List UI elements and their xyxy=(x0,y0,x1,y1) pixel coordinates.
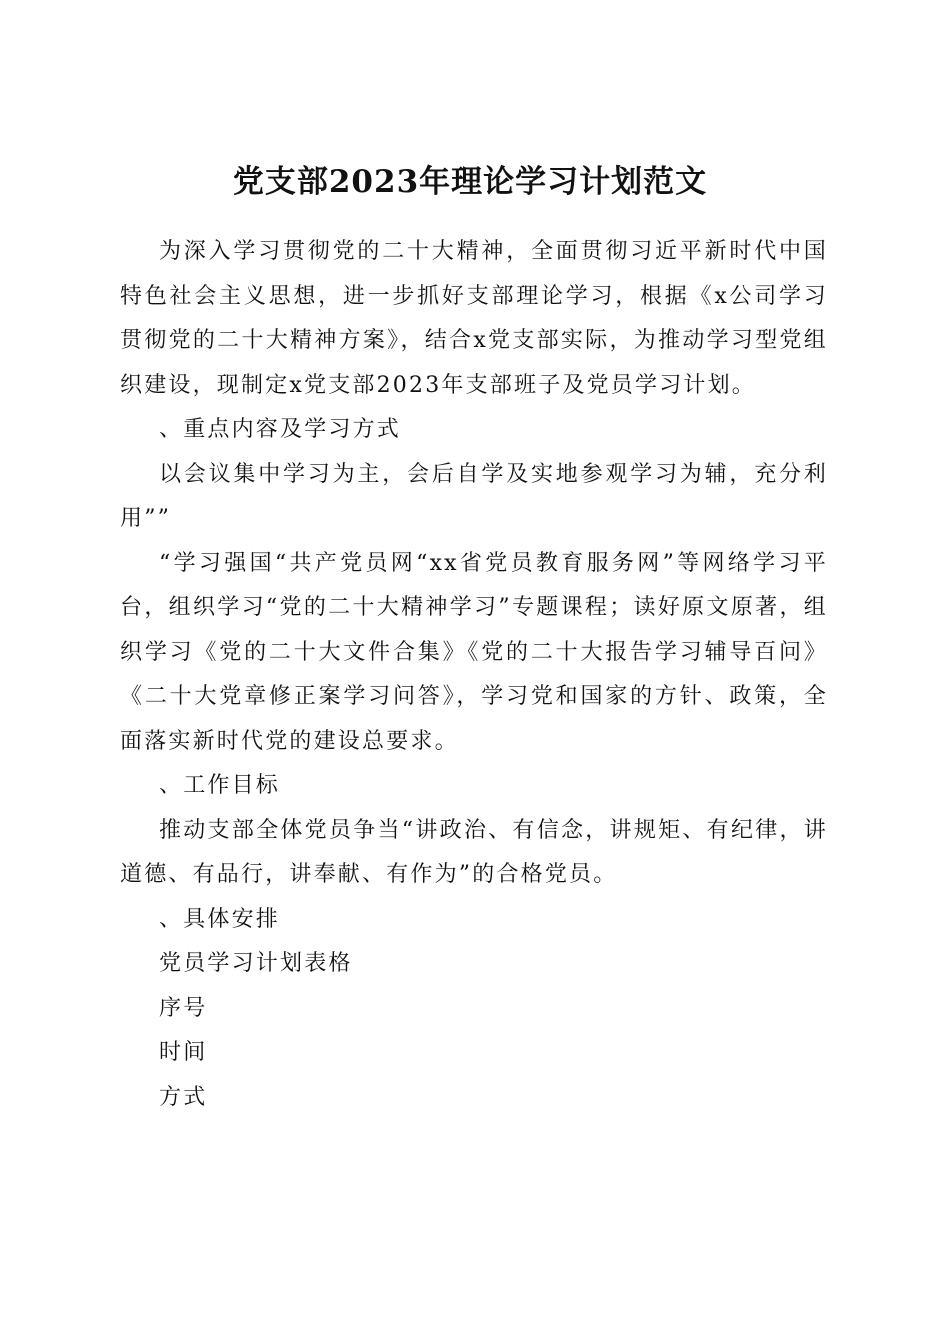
study-method-paragraph: 以会议集中学习为主，会后自学及实地参观学习为辅，充分利用”” xyxy=(120,461,828,531)
table-header-method: 方式 xyxy=(159,1084,208,1110)
section-heading-arrangement: 、具体安排 xyxy=(159,906,281,932)
section-heading-goals: 、工作目标 xyxy=(159,773,281,798)
section-heading-key-content: 、重点内容及学习方式 xyxy=(159,417,402,442)
table-header-time: 时间 xyxy=(159,1040,208,1065)
goals-paragraph: 推动支部全体党员争当“讲政治、有信念，讲规矩、有纪律，讲道德、有品行，讲奉献、有作为”的合格党员。 xyxy=(120,817,828,887)
intro-paragraph: 为深入学习贯彻党的二十大精神，全面贯彻习近平新时代中国特色社会主义思想，进一步抓好支部理论学习，根据《x公司学习贯彻党的二十大精神方案》，结合x党支部实际，为推动学习型党组织建设，现制定x党支部2023年支部班子及党员学习计划。 xyxy=(120,239,828,398)
study-platform-paragraph: “学习强国“共产党员网“xx省党员教育服务网”等网络学习平台，组织学习“党的二十大精神学习”专题课程；读好原文原著，组织学习《党的二十大文件合集》《党的二十大报告学习辅导百问》《二十大党章修正案学习问答》，学习党和国家的方针、政策，全面落实新时代党的建设总要求。 xyxy=(120,550,828,754)
table-caption: 党员学习计划表格 xyxy=(159,951,353,976)
document-title: 党支部2023年理论学习计划范文 xyxy=(232,163,708,200)
table-header-index: 序号 xyxy=(159,995,208,1021)
document-body xyxy=(120,230,828,1120)
